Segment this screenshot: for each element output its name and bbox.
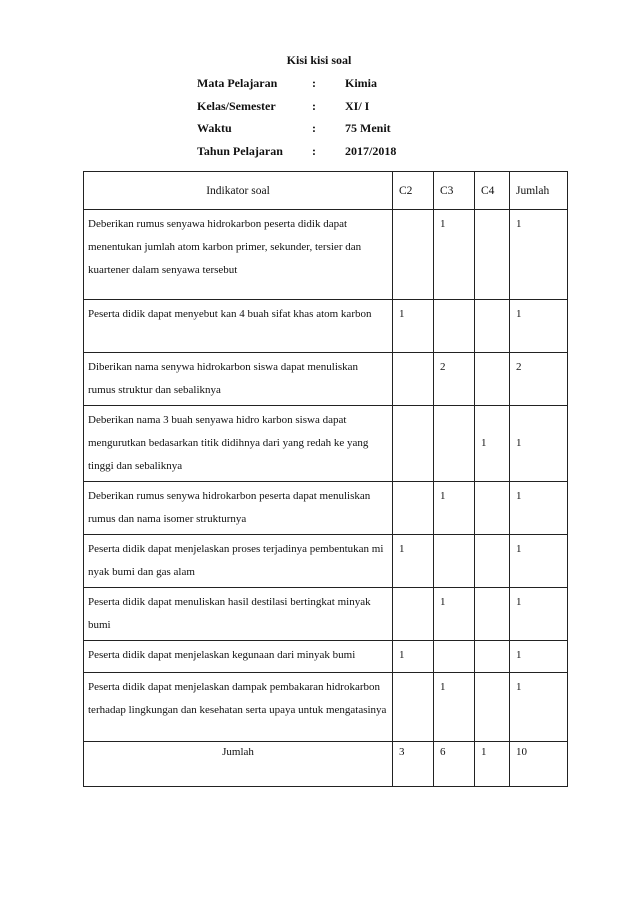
total-label: Jumlah <box>84 742 393 787</box>
meta-row-time <box>197 121 396 144</box>
table-row <box>84 535 568 588</box>
cell-indikator: Peserta didik dapat menuliskan hasil destilasi bertingkat minyak bumi <box>84 588 393 641</box>
cell-indikator: Deberikan rumus senyawa hidrokarbon peserta didik dapat menentukan jumlah atom karbon primer, sekunder, tersier dan kuartener dalam senyawa tersebut <box>84 210 393 300</box>
table-row <box>84 482 568 535</box>
meta-info <box>197 76 396 166</box>
cell-c3 <box>434 641 475 673</box>
cell-indikator: Deberikan rumus senywa hidrokarbon peserta dapat menuliskan rumus dan nama isomer strukturnya <box>84 482 393 535</box>
cell-c2 <box>393 210 434 300</box>
meta-label: Waktu <box>197 121 232 135</box>
meta-label: Mata Pelajaran <box>197 76 278 90</box>
cell-jumlah: 1 <box>510 210 568 300</box>
kisi-table <box>83 171 568 787</box>
cell-jumlah: 2 <box>510 353 568 406</box>
cell-c2 <box>393 353 434 406</box>
cell-c3: 1 <box>434 588 475 641</box>
header-c2: C2 <box>393 172 434 210</box>
table-header-row <box>84 172 568 210</box>
table-row <box>84 588 568 641</box>
cell-jumlah: 1 <box>510 641 568 673</box>
header-c3: C3 <box>434 172 475 210</box>
meta-label: Kelas/Semester <box>197 98 276 113</box>
total-c2: 3 <box>393 742 434 787</box>
cell-jumlah: 1 <box>510 406 568 482</box>
table-row <box>84 210 568 300</box>
cell-indikator: Peserta didik dapat menjelaskan kegunaan dari minyak bumi <box>84 641 393 673</box>
document-title: Kisi kisi soal <box>286 53 352 67</box>
table-total-row <box>84 742 568 787</box>
cell-c2: 1 <box>393 300 434 353</box>
meta-value: XI/ I <box>345 98 370 113</box>
cell-c2 <box>393 588 434 641</box>
meta-value: 75 Menit <box>345 121 391 135</box>
cell-indikator: Deberikan nama 3 buah senyawa hidro karbon siswa dapat mengurutkan bedasarkan titik didihnya dari yang redah ke yang tinggi dan sebaliknya <box>84 406 393 482</box>
cell-indikator: Peserta didik dapat menjelaskan dampak pembakaran hidrokarbon terhadap lingkungan dan kesehatan serta upaya untuk mengatasinya <box>84 673 393 742</box>
header-indikator: Indikator soal <box>84 172 393 210</box>
cell-indikator: Peserta didik dapat menyebut kan 4 buah sifat khas atom karbon <box>84 300 393 353</box>
cell-c4: 1 <box>475 406 510 482</box>
cell-indikator: Diberikan nama senywa hidrokarbon siswa dapat menuliskan rumus struktur dan sebaliknya <box>84 353 393 406</box>
cell-c3 <box>434 300 475 353</box>
cell-indikator: Peserta didik dapat menjelaskan proses terjadinya pembentukan mi nyak bumi dan gas alam <box>84 535 393 588</box>
cell-jumlah: 1 <box>510 535 568 588</box>
cell-c3: 1 <box>434 210 475 300</box>
table-row <box>84 641 568 673</box>
cell-c4 <box>475 482 510 535</box>
cell-c3: 1 <box>434 482 475 535</box>
cell-c4 <box>475 353 510 406</box>
meta-row-year <box>197 144 396 167</box>
header-jumlah: Jumlah <box>510 172 568 210</box>
meta-value: 2017/2018 <box>345 143 397 158</box>
cell-jumlah: 1 <box>510 673 568 742</box>
total-c3: 6 <box>434 742 475 787</box>
cell-c4 <box>475 535 510 588</box>
table-row <box>84 300 568 353</box>
cell-jumlah: 1 <box>510 482 568 535</box>
cell-c3 <box>434 406 475 482</box>
total-jumlah: 10 <box>510 742 568 787</box>
cell-c3: 2 <box>434 353 475 406</box>
meta-label: Tahun Pelajaran <box>197 143 283 158</box>
meta-colon: : <box>312 143 316 158</box>
table-row <box>84 673 568 742</box>
table-row <box>84 353 568 406</box>
cell-c2: 1 <box>393 535 434 588</box>
cell-c4 <box>475 300 510 353</box>
meta-colon: : <box>312 76 316 90</box>
meta-row-subject <box>197 76 396 99</box>
meta-value: Kimia <box>345 76 377 90</box>
cell-c3: 1 <box>434 673 475 742</box>
cell-c2 <box>393 673 434 742</box>
cell-jumlah: 1 <box>510 588 568 641</box>
cell-c2 <box>393 406 434 482</box>
cell-c4 <box>475 588 510 641</box>
header-c4: C4 <box>475 172 510 210</box>
cell-c3 <box>434 535 475 588</box>
cell-c4 <box>475 210 510 300</box>
cell-jumlah: 1 <box>510 300 568 353</box>
total-c4: 1 <box>475 742 510 787</box>
meta-colon: : <box>312 121 316 135</box>
cell-c4 <box>475 641 510 673</box>
meta-colon: : <box>312 98 316 113</box>
meta-row-class <box>197 99 396 122</box>
cell-c4 <box>475 673 510 742</box>
cell-c2: 1 <box>393 641 434 673</box>
cell-c2 <box>393 482 434 535</box>
table-row <box>84 406 568 482</box>
